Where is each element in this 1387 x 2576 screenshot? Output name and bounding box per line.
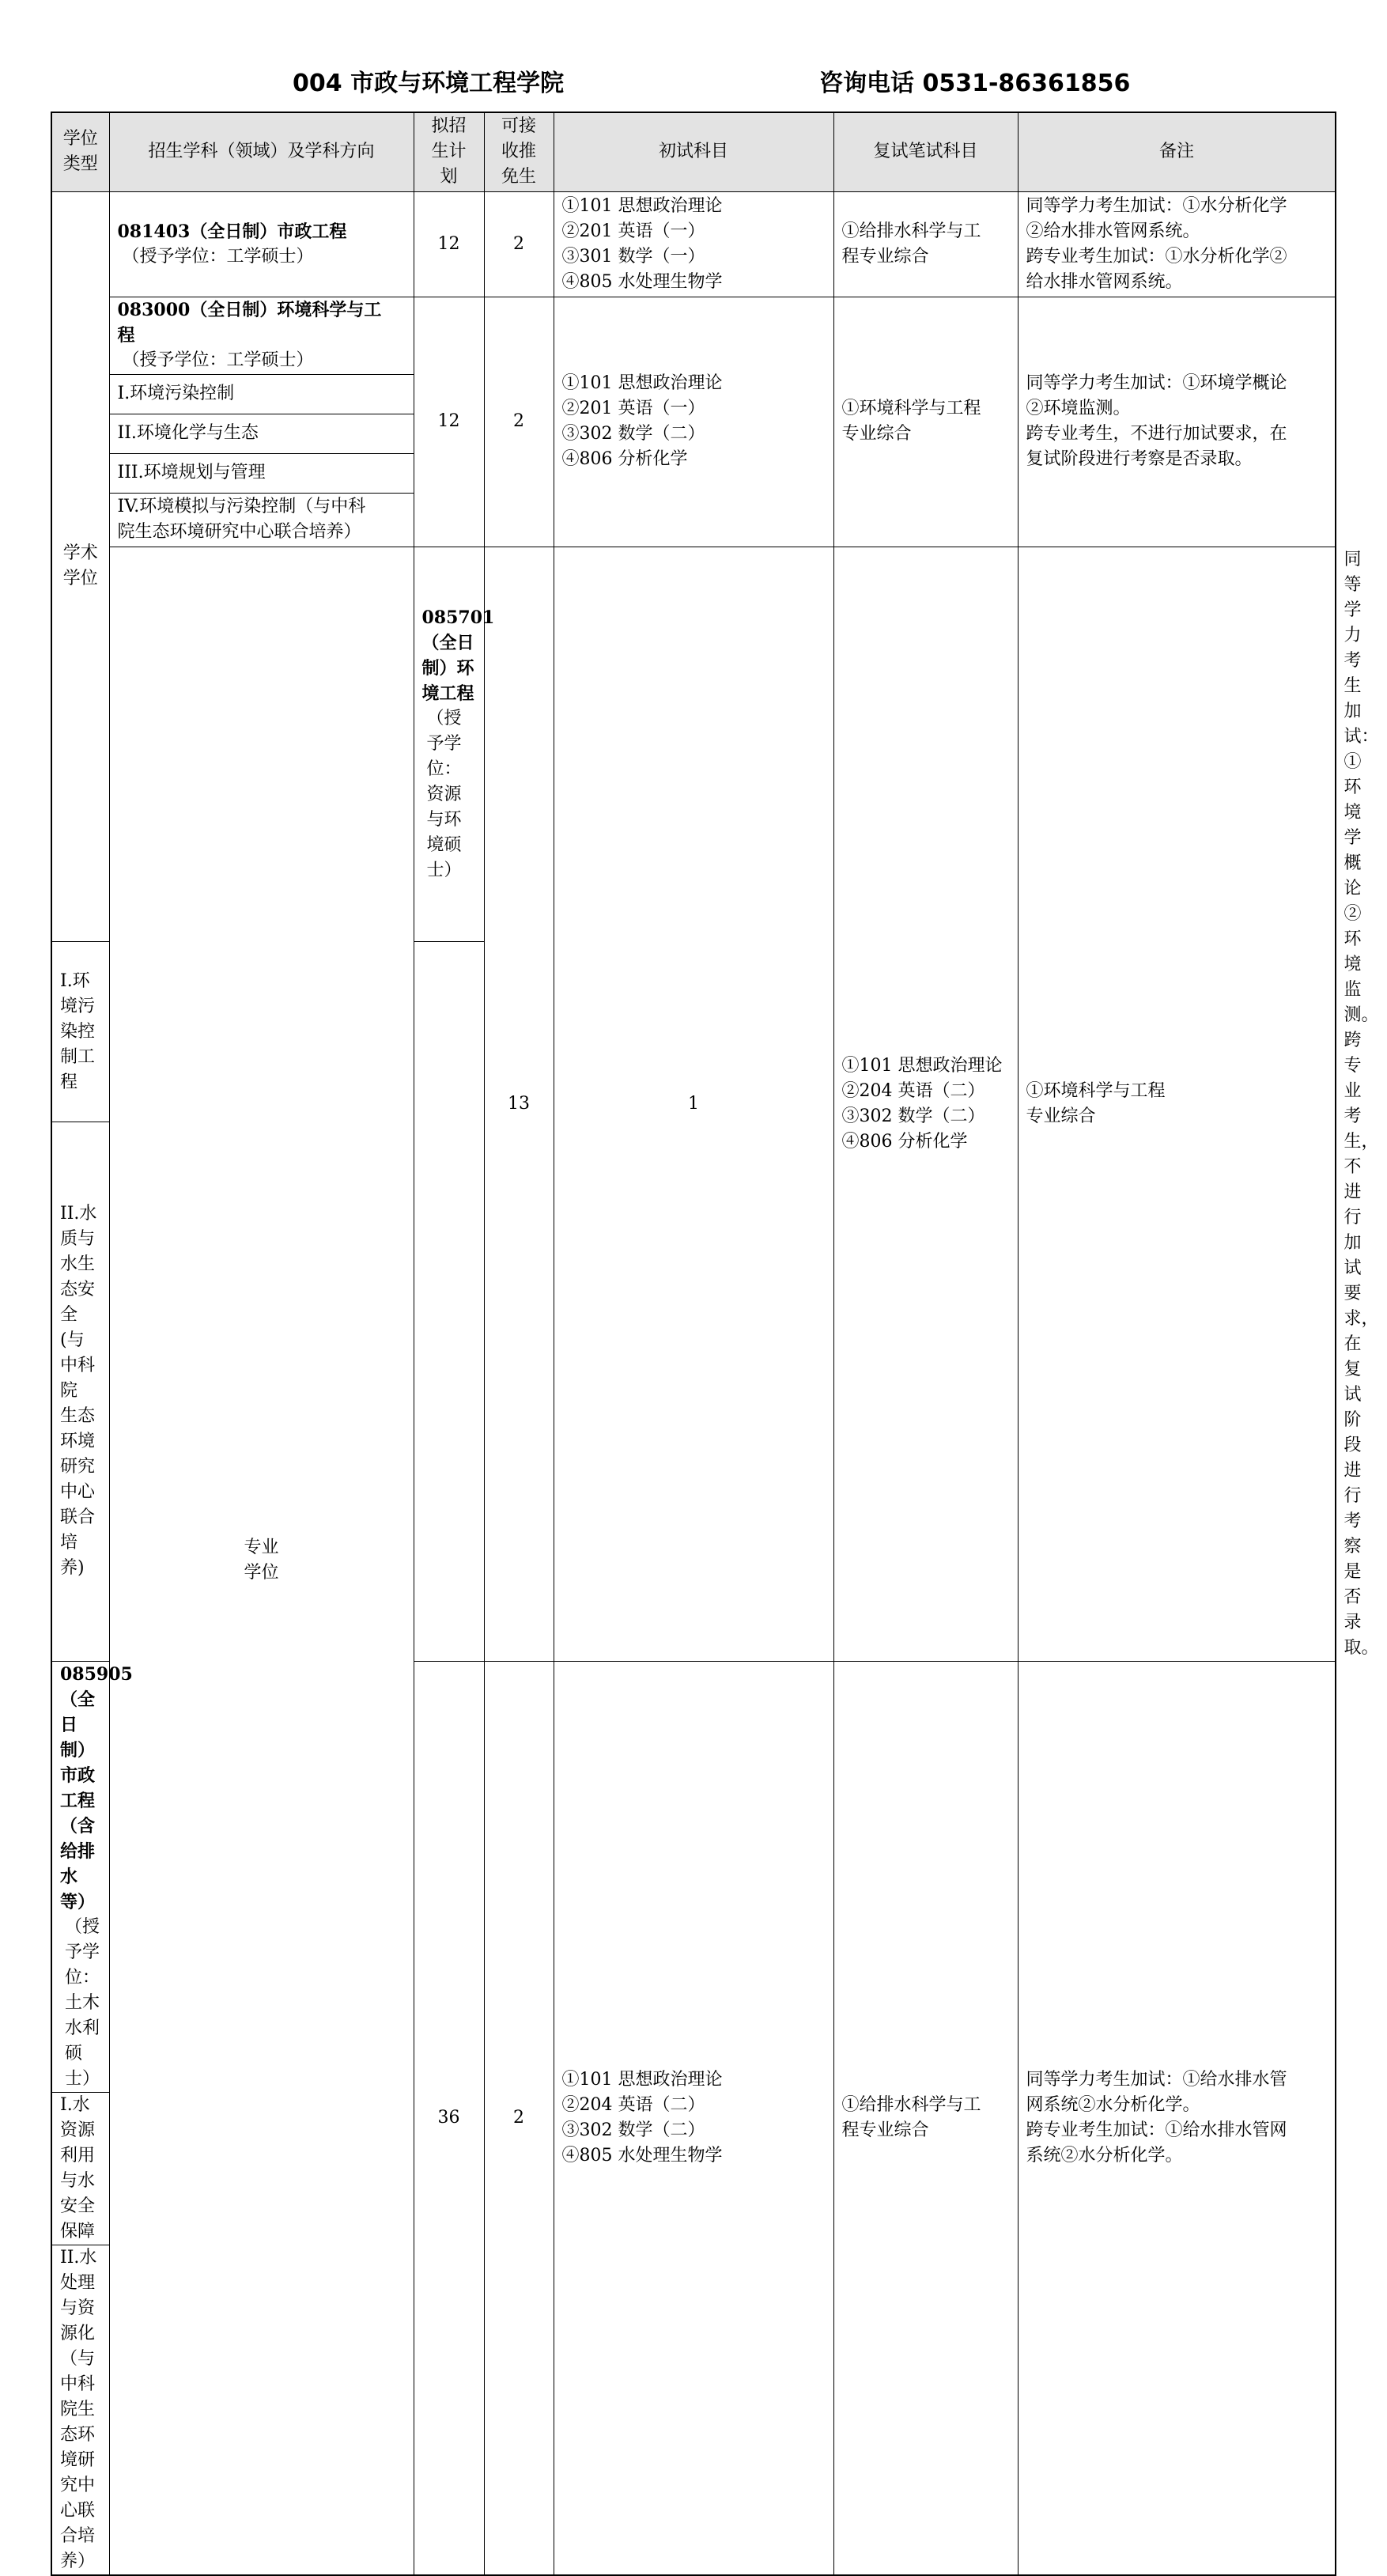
- table-row: 专业 学位 085701（全日制）环境工程 （授予学位：资源与环境硕士） 13 1 ①101 思想政治理论 ②204 英语（二） ③302 数学（二） ④806 分析化学 ①环境科学与工程 专业综合 同等学力考生加试：①环境学概论 ②环境监测。 跨专业考生，不进行加试要求，在 复试阶段进行考察是否录取。: [51, 547, 1336, 942]
- degree-type-academic: 学术 学位: [51, 191, 109, 942]
- col-note: 备注: [1018, 112, 1336, 191]
- retest-subjects: ①给排水科学与工 程专业综合: [833, 191, 1018, 297]
- exam-subjects: ①101 思想政治理论 ②201 英语（一） ③301 数学（一） ④805 水处理生物学: [554, 191, 833, 297]
- direction-item: I.环境污染控制工程: [51, 942, 109, 1122]
- retest-subjects: ①环境科学与工程 专业综合: [833, 297, 1018, 547]
- table-row: [51, 297, 1336, 374]
- plan-count: 36: [414, 1661, 484, 2575]
- exempt-count: 2: [484, 1661, 554, 2575]
- program-name: 085701（全日制）环境工程 （授予学位：资源与环境硕士）: [414, 547, 484, 942]
- plan-count: 13: [484, 547, 554, 1661]
- direction-item: II.水质与水生态安全(与中科院 生态环境研究中心联合培养): [51, 1122, 109, 1661]
- header-row: [51, 112, 1336, 191]
- retest-subjects: ①给排水科学与工 程专业综合: [833, 1661, 1018, 2575]
- notes: 同等学力考生加试：①水分析化学 ②给水排水管网系统。 跨专业考生加试：①水分析化学② 给水排水管网系统。: [1018, 191, 1336, 297]
- consult-phone: 咨询电话 0531-86361856: [819, 70, 1131, 97]
- table-row: [51, 191, 1336, 297]
- program-name: 083000（全日制）环境科学与工 程 （授予学位：工学硕士）: [109, 297, 414, 374]
- degree-type-professional: 专业 学位: [109, 547, 414, 2575]
- retest-subjects: ①环境科学与工程 专业综合: [1018, 547, 1336, 1661]
- direction-item: I.环境污染控制: [109, 374, 414, 414]
- direction-item: II.环境化学与生态: [109, 414, 414, 453]
- col-retest: 复试笔试科目: [833, 112, 1018, 191]
- direction-item: II.水处理与资源化（与中科院生 态环境研究中心联合培养）: [51, 2245, 109, 2575]
- exempt-count: 2: [484, 297, 554, 547]
- direction-item: I.水资源利用与水安全保障: [51, 2092, 109, 2245]
- admissions-table: [51, 112, 1379, 2576]
- page-title: 004 市政与环境工程学院: [293, 70, 565, 97]
- exam-subjects: ①101 思想政治理论 ②201 英语（一） ③302 数学（二） ④806 分析化学: [554, 297, 833, 547]
- col-plan: 拟招 生计 划: [414, 112, 484, 191]
- col-exempt: 可接 收推 免生: [484, 112, 554, 191]
- col-exam: 初试科目: [554, 112, 833, 191]
- plan-count: 12: [414, 297, 484, 547]
- exempt-count: 2: [484, 191, 554, 297]
- direction-item: III.环境规划与管理: [109, 453, 414, 493]
- program-name: 085905（全日制）市政工程（含 给排水等） （授予学位：土木水利硕士）: [51, 1661, 109, 2092]
- exempt-count: 1: [554, 547, 833, 1661]
- exam-subjects: ①101 思想政治理论 ②204 英语（二） ③302 数学（二） ④805 水处理生物学: [554, 1661, 833, 2575]
- col-subject: 招生学科（领域）及学科方向: [109, 112, 414, 191]
- program-name: 081403（全日制）市政工程 （授予学位：工学硕士）: [109, 191, 414, 297]
- notes: 同等学力考生加试：①给水排水管 网系统②水分析化学。 跨专业考生加试：①给水排水管网 系统②水分析化学。: [1018, 1661, 1336, 2575]
- direction-item: IV.环境模拟与污染控制（与中科 院生态环境研究中心联合培养）: [109, 493, 414, 547]
- exam-subjects: ①101 思想政治理论 ②204 英语（二） ③302 数学（二） ④806 分析化学: [833, 547, 1018, 1661]
- col-degree-type: 学位 类型: [51, 112, 109, 191]
- notes: 同等学力考生加试：①环境学概论 ②环境监测。 跨专业考生，不进行加试要求，在 复试阶段进行考察是否录取。: [1018, 297, 1336, 547]
- plan-count: 12: [414, 191, 484, 297]
